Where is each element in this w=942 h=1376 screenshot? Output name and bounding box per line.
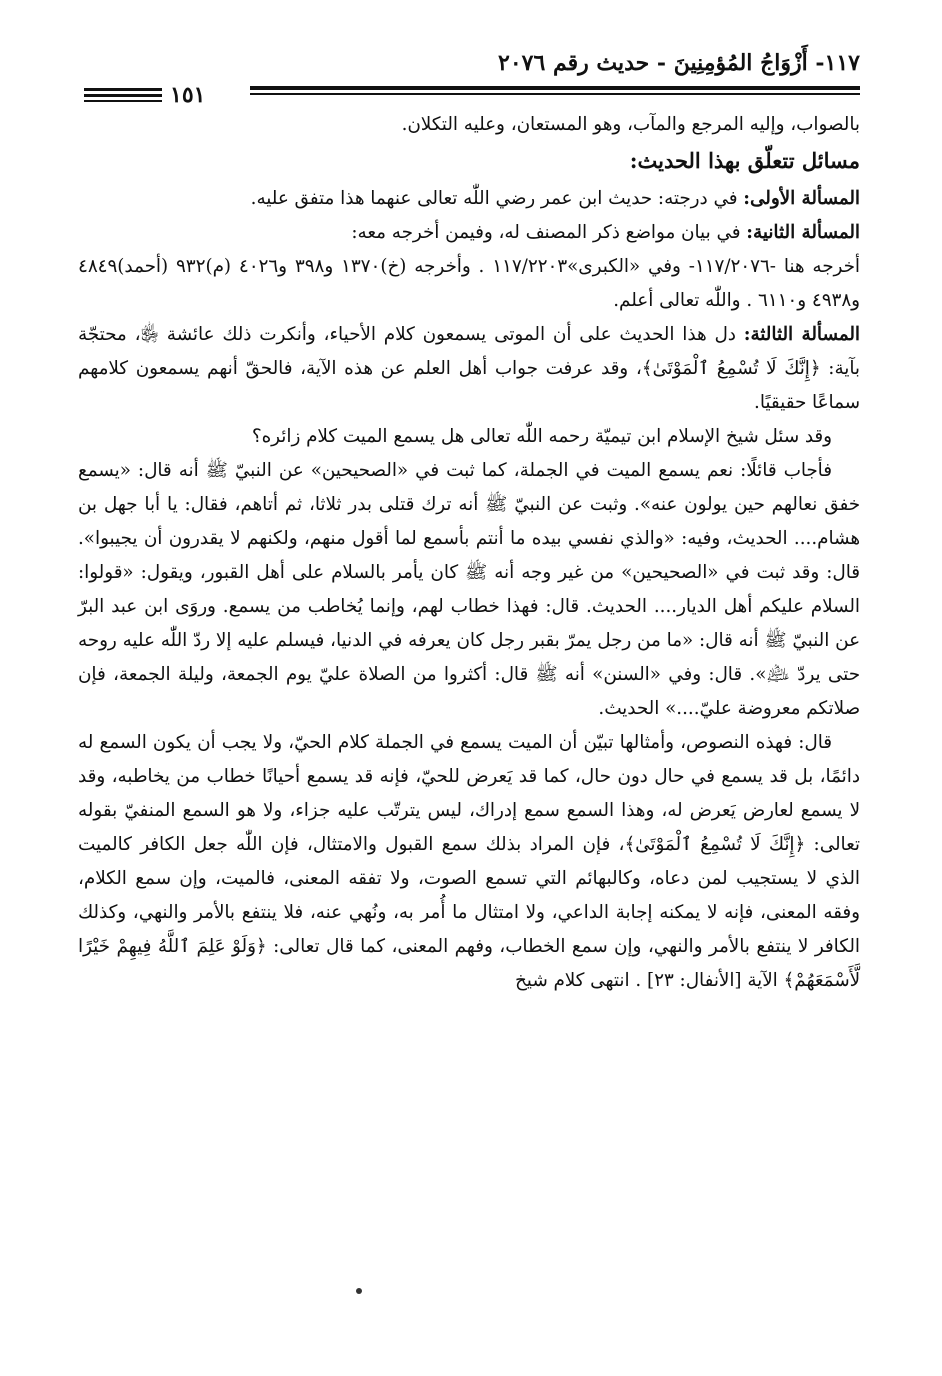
page-body xyxy=(78,108,860,998)
issue-first xyxy=(78,182,860,216)
paragraph-answer: فأجاب قائلًا: نعم يسمع الميت في الجملة، كما ثبت في «الصحيحين» عن النبيّ ﷺ أنه قال: «يسمع خفق نعالهم حين يولون عنه». وثبت عن النبيّ ﷺ أنه ترك قتلى بدر ثلاثا، ثم أتاهم، فقال: يا أبا جهل بن هشام.... الحديث، وفيه: «والذي نفسي بيده ما أنتم بأسمع لما أقول منهم، ولكنهم لا يقدرون أن يجيبوا». قال: وقد ثبت في «الصحيحين» من غير وجه أنه ﷺ كان يأمر بالسلام على أهل القبور، ويقول: «قولوا: السلام عليكم أهل الديار.... الحديث. قال: فهذا خطاب لهم، وإنما يُخاطب من يسمع. وروَى ابن عبد البرّ عن النبيّ ﷺ أنه قال: «ما من رجل يمرّ بقبر رجل كان يعرفه في الدنيا، فيسلم عليه إلا ردّ اللّٰه عليه روحه حتى يردّ ﵇». قال: وفي «السنن» أنه ﷺ قال: أكثروا من الصلاة عليّ يوم الجمعة، وليلة الجمعة، فإن صلاتكم معروضة عليّ....» الحديث. xyxy=(78,460,860,719)
page-number: ١٥١ xyxy=(170,82,206,108)
page-number-rule xyxy=(84,100,162,102)
ink-dot-mark xyxy=(356,1288,362,1294)
book-page xyxy=(78,50,860,998)
issue-text: دل هذا الحديث على أن الموتى يسمعون كلام الأحياء، وأنكرت ذلك عائشة ﵂، محتجّة بآية: ﴿إِنَّكَ لَا تُسْمِعُ ٱلْمَوْتَىٰ﴾، وقد عرفت جواب أهل العلم عن هذه الآية، فالحقّ أنهم يسمعون كلامهم سماعًا حقيقيًا. xyxy=(78,324,860,413)
section-heading: مسائل تتعلّق بهذا الحديث: xyxy=(629,148,860,173)
issue-text: في بيان مواضع ذكر المصنف له، وفيمن أخرجه معه: xyxy=(351,222,747,243)
page-number-rule xyxy=(84,88,162,91)
paragraph-conclusion: قال: فهذه النصوص، وأمثالها تبيّن أن الميت يسمع في الجملة كلام الحيّ، ولا يجب أن يكون السمع له دائمًا، بل قد يسمع في حال دون حال، كما قد يَعرض للحيّ، فإنه قد يسمع أحيانًا خطاب من يخاطبه، وقد لا يسمع لعارض يَعرض له، وهذا السمع سمع إدراك، ليس يترتّب عليه جزاء، ولا هو السمع المنفيّ بقوله تعالى: ﴿إِنَّكَ لَا تُسْمِعُ ٱلْمَوْتَىٰ﴾، فإن المراد بذلك سمع القبول والامتثال، فإن اللّٰه جعل الكافر كالميت الذي لا يستجيب لمن دعاه، وكالبهائم التي تسمع الصوت، ولا تفقه المعنى، فالميت، وإن سمع الكلام، وفقه المعنى، فإنه لا يمكنه إجابة الداعي، ولا امتثال ما أُمر به، ونُهي عنه، فلا ينتفع بالأمر والنهي، وكذلك الكافر لا ينتفع بالأمر والنهي، وإن سمع الخطاب، وفهم المعنى، كما قال تعالى: ﴿وَلَوْ عَلِمَ ٱللَّهُ فِيهِمْ خَيْرًا لَّأَسْمَعَهُمْ﴾ الآية [الأنفال: ٢٣] . انتهى كلام شيخ xyxy=(78,732,860,991)
paragraph-closing: بالصواب، وإليه المرجع والمآب، وهو المستعان، وعليه التكلان. xyxy=(401,114,860,135)
paragraph-question: وقد سئل شيخ الإسلام ابن تيميّة رحمه اللّٰه تعالى هل يسمع الميت كلام زائره؟ xyxy=(251,426,832,447)
page-number-rule xyxy=(84,94,162,97)
chapter-title: ١١٧- أَزْوَاجُ المُؤمِنِينَ - حديث رقم ٢٠٧٦ xyxy=(498,50,860,76)
issue-third xyxy=(78,318,860,420)
page-header xyxy=(78,50,860,108)
issue-second xyxy=(78,216,860,250)
issue-label: المسألة الأولى: xyxy=(743,188,860,209)
header-rule-thin xyxy=(250,93,860,95)
paragraph-takhrij: أخرجه هنا -١١٧/٢٠٧٦- وفي «الكبرى»١١٧/٢٢٠٣ . وأخرجه (خ)١٣٧٠ و٣٩٨ و٤٠٢٦ (م)٩٣٢ (أحمد)٤٨٤٩ و٤٩٣٨ و٦١١٠ . واللّٰه تعالى أعلم. xyxy=(78,256,860,311)
header-rule xyxy=(250,86,860,90)
issue-label: المسألة الثالثة: xyxy=(743,324,860,345)
issue-text: في درجته: حديث ابن عمر رضي اللّٰه تعالى عنهما هذا متفق عليه. xyxy=(250,188,744,209)
issue-label: المسألة الثانية: xyxy=(746,222,860,243)
